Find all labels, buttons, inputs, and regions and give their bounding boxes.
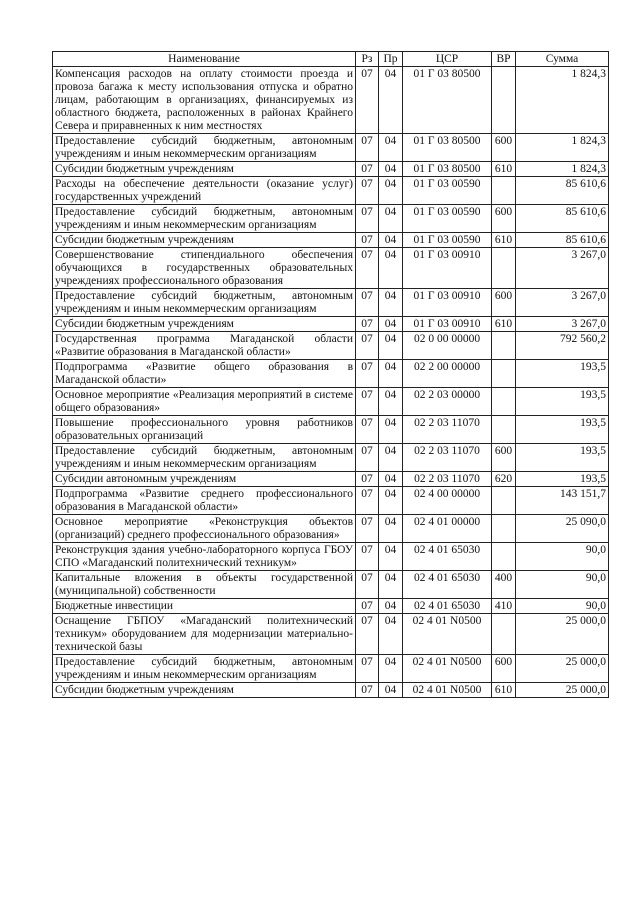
- cell-sum: 1 824,3: [516, 162, 609, 177]
- cell-vr: [492, 388, 516, 416]
- cell-vr: [492, 177, 516, 205]
- cell-name: Субсидии бюджетным учреждениям: [53, 683, 356, 698]
- table-row: [53, 683, 609, 698]
- cell-pr: 04: [379, 289, 403, 317]
- budget-table: [52, 51, 609, 698]
- header-csr: ЦСР: [403, 52, 492, 67]
- cell-name: Капитальные вложения в объекты государственной (муниципальной) собственности: [53, 571, 356, 599]
- table-row: [53, 205, 609, 233]
- table-row: [53, 416, 609, 444]
- table-row: [53, 655, 609, 683]
- table-row: [53, 134, 609, 162]
- table-row: [53, 162, 609, 177]
- cell-sum: 25 000,0: [516, 683, 609, 698]
- cell-pr: 04: [379, 472, 403, 487]
- cell-csr: 02 4 01 N0500: [403, 614, 492, 655]
- cell-name: Компенсация расходов на оплату стоимости проезда и провоза багажа к месту использования отпуска и обратно лицам, работающим в организациях, финансируемых из областного бюджета, расположенных в районах Крайнего Севера и приравненных к ним местностях: [53, 67, 356, 134]
- cell-vr: [492, 248, 516, 289]
- cell-rz: 07: [356, 416, 379, 444]
- cell-pr: 04: [379, 614, 403, 655]
- cell-name: Оснащение ГБПОУ «Магаданский политехнический техникум» оборудованием для модернизации материально-технической базы: [53, 614, 356, 655]
- table-row: [53, 614, 609, 655]
- cell-sum: 143 151,7: [516, 487, 609, 515]
- cell-name: Подпрограмма «Развитие общего образования в Магаданской области»: [53, 360, 356, 388]
- table-row: [53, 233, 609, 248]
- header-vr: ВР: [492, 52, 516, 67]
- cell-name: Повышение профессионального уровня работников образовательных организаций: [53, 416, 356, 444]
- cell-vr: [492, 416, 516, 444]
- cell-pr: 04: [379, 134, 403, 162]
- cell-name: Бюджетные инвестиции: [53, 599, 356, 614]
- cell-rz: 07: [356, 134, 379, 162]
- cell-csr: 02 2 03 11070: [403, 472, 492, 487]
- cell-sum: 85 610,6: [516, 205, 609, 233]
- header-sum: Сумма: [516, 52, 609, 67]
- table-row: [53, 332, 609, 360]
- cell-name: Субсидии бюджетным учреждениям: [53, 233, 356, 248]
- cell-csr: 02 0 00 00000: [403, 332, 492, 360]
- cell-vr: [492, 67, 516, 134]
- cell-pr: 04: [379, 543, 403, 571]
- cell-vr: 610: [492, 683, 516, 698]
- cell-csr: 02 2 03 00000: [403, 388, 492, 416]
- cell-vr: 410: [492, 599, 516, 614]
- table-row: [53, 543, 609, 571]
- cell-pr: 04: [379, 233, 403, 248]
- cell-name: Реконструкция здания учебно-лабораторного корпуса ГБОУ СПО «Магаданский политехнический техникум»: [53, 543, 356, 571]
- cell-pr: 04: [379, 317, 403, 332]
- cell-csr: 02 4 01 65030: [403, 543, 492, 571]
- cell-rz: 07: [356, 388, 379, 416]
- cell-csr: 02 2 03 11070: [403, 416, 492, 444]
- cell-rz: 07: [356, 472, 379, 487]
- cell-vr: [492, 614, 516, 655]
- cell-pr: 04: [379, 205, 403, 233]
- cell-pr: 04: [379, 388, 403, 416]
- cell-pr: 04: [379, 332, 403, 360]
- cell-csr: 01 Г 03 80500: [403, 162, 492, 177]
- cell-name: Основное мероприятие «Реализация мероприятий в системе общего образования»: [53, 388, 356, 416]
- table-row: [53, 67, 609, 134]
- cell-name: Субсидии бюджетным учреждениям: [53, 317, 356, 332]
- cell-name: Государственная программа Магаданской области «Развитие образования в Магаданской области»: [53, 332, 356, 360]
- cell-sum: 193,5: [516, 444, 609, 472]
- cell-vr: 600: [492, 655, 516, 683]
- cell-name: Предоставление субсидий бюджетным, автономным учреждениям и иным некоммерческим организациям: [53, 444, 356, 472]
- cell-sum: 85 610,6: [516, 177, 609, 205]
- cell-sum: 1 824,3: [516, 134, 609, 162]
- cell-sum: 193,5: [516, 388, 609, 416]
- cell-vr: [492, 487, 516, 515]
- cell-pr: 04: [379, 360, 403, 388]
- cell-rz: 07: [356, 233, 379, 248]
- cell-rz: 07: [356, 205, 379, 233]
- cell-name: Субсидии автономным учреждениям: [53, 472, 356, 487]
- cell-sum: 193,5: [516, 416, 609, 444]
- cell-name: Расходы на обеспечение деятельности (оказание услуг) государственных учреждений: [53, 177, 356, 205]
- cell-pr: 04: [379, 444, 403, 472]
- cell-rz: 07: [356, 487, 379, 515]
- cell-name: Основное мероприятие «Реконструкция объектов (организаций) среднего профессионального образования»: [53, 515, 356, 543]
- cell-pr: 04: [379, 655, 403, 683]
- cell-name: Совершенствование стипендиального обеспечения обучающихся в государственных образовательных учреждениях профессионального образования: [53, 248, 356, 289]
- cell-rz: 07: [356, 543, 379, 571]
- cell-vr: 600: [492, 289, 516, 317]
- cell-sum: 193,5: [516, 472, 609, 487]
- table-row: [53, 515, 609, 543]
- cell-csr: 02 2 03 11070: [403, 444, 492, 472]
- table-row: [53, 487, 609, 515]
- cell-csr: 02 4 01 65030: [403, 599, 492, 614]
- header-name: Наименование: [53, 52, 356, 67]
- table-header-row: [53, 52, 609, 67]
- cell-sum: 3 267,0: [516, 289, 609, 317]
- cell-pr: 04: [379, 487, 403, 515]
- cell-rz: 07: [356, 317, 379, 332]
- cell-vr: 620: [492, 472, 516, 487]
- cell-sum: 25 000,0: [516, 655, 609, 683]
- cell-sum: 193,5: [516, 360, 609, 388]
- cell-sum: 90,0: [516, 599, 609, 614]
- table-row: [53, 177, 609, 205]
- table-row: [53, 388, 609, 416]
- cell-name: Субсидии бюджетным учреждениям: [53, 162, 356, 177]
- cell-sum: 792 560,2: [516, 332, 609, 360]
- cell-csr: 02 4 00 00000: [403, 487, 492, 515]
- cell-vr: 600: [492, 134, 516, 162]
- cell-name: Предоставление субсидий бюджетным, автономным учреждениям и иным некоммерческим организациям: [53, 134, 356, 162]
- cell-sum: 3 267,0: [516, 317, 609, 332]
- cell-csr: 01 Г 03 00910: [403, 289, 492, 317]
- cell-vr: 600: [492, 205, 516, 233]
- cell-name: Предоставление субсидий бюджетным, автономным учреждениям и иным некоммерческим организациям: [53, 655, 356, 683]
- header-pr: Пр: [379, 52, 403, 67]
- cell-rz: 07: [356, 67, 379, 134]
- cell-csr: 01 Г 03 00590: [403, 177, 492, 205]
- cell-rz: 07: [356, 571, 379, 599]
- cell-rz: 07: [356, 248, 379, 289]
- cell-csr: 02 4 01 65030: [403, 571, 492, 599]
- cell-pr: 04: [379, 416, 403, 444]
- header-rz: Рз: [356, 52, 379, 67]
- table-row: [53, 472, 609, 487]
- cell-vr: [492, 543, 516, 571]
- cell-vr: 610: [492, 317, 516, 332]
- cell-rz: 07: [356, 332, 379, 360]
- table-row: [53, 317, 609, 332]
- cell-csr: 01 Г 03 00910: [403, 248, 492, 289]
- cell-sum: 90,0: [516, 543, 609, 571]
- table-row: [53, 248, 609, 289]
- table-row: [53, 571, 609, 599]
- cell-rz: 07: [356, 614, 379, 655]
- cell-rz: 07: [356, 599, 379, 614]
- cell-csr: 01 Г 03 80500: [403, 134, 492, 162]
- cell-name: Предоставление субсидий бюджетным, автономным учреждениям и иным некоммерческим организациям: [53, 289, 356, 317]
- cell-vr: [492, 332, 516, 360]
- cell-rz: 07: [356, 444, 379, 472]
- cell-sum: 25 090,0: [516, 515, 609, 543]
- cell-csr: 02 4 01 N0500: [403, 655, 492, 683]
- cell-vr: 610: [492, 233, 516, 248]
- cell-rz: 07: [356, 162, 379, 177]
- cell-rz: 07: [356, 515, 379, 543]
- table-row: [53, 360, 609, 388]
- cell-csr: 02 4 01 N0500: [403, 683, 492, 698]
- cell-csr: 01 Г 03 00590: [403, 233, 492, 248]
- cell-vr: 400: [492, 571, 516, 599]
- cell-pr: 04: [379, 599, 403, 614]
- cell-pr: 04: [379, 248, 403, 289]
- cell-rz: 07: [356, 177, 379, 205]
- cell-rz: 07: [356, 683, 379, 698]
- cell-name: Предоставление субсидий бюджетным, автономным учреждениям и иным некоммерческим организациям: [53, 205, 356, 233]
- cell-vr: 600: [492, 444, 516, 472]
- cell-sum: 1 824,3: [516, 67, 609, 134]
- cell-vr: [492, 515, 516, 543]
- cell-csr: 02 2 00 00000: [403, 360, 492, 388]
- cell-sum: 3 267,0: [516, 248, 609, 289]
- cell-vr: [492, 360, 516, 388]
- cell-pr: 04: [379, 683, 403, 698]
- cell-sum: 85 610,6: [516, 233, 609, 248]
- cell-rz: 07: [356, 655, 379, 683]
- cell-csr: 01 Г 03 80500: [403, 67, 492, 134]
- cell-sum: 90,0: [516, 571, 609, 599]
- cell-csr: 01 Г 03 00910: [403, 317, 492, 332]
- cell-sum: 25 000,0: [516, 614, 609, 655]
- cell-pr: 04: [379, 571, 403, 599]
- cell-vr: 610: [492, 162, 516, 177]
- cell-rz: 07: [356, 360, 379, 388]
- cell-pr: 04: [379, 177, 403, 205]
- table-row: [53, 599, 609, 614]
- table-body: [53, 67, 609, 698]
- cell-pr: 04: [379, 67, 403, 134]
- cell-rz: 07: [356, 289, 379, 317]
- cell-pr: 04: [379, 515, 403, 543]
- cell-name: Подпрограмма «Развитие среднего профессионального образования в Магаданской области»: [53, 487, 356, 515]
- cell-pr: 04: [379, 162, 403, 177]
- table-row: [53, 289, 609, 317]
- table-row: [53, 444, 609, 472]
- cell-csr: 02 4 01 00000: [403, 515, 492, 543]
- cell-csr: 01 Г 03 00590: [403, 205, 492, 233]
